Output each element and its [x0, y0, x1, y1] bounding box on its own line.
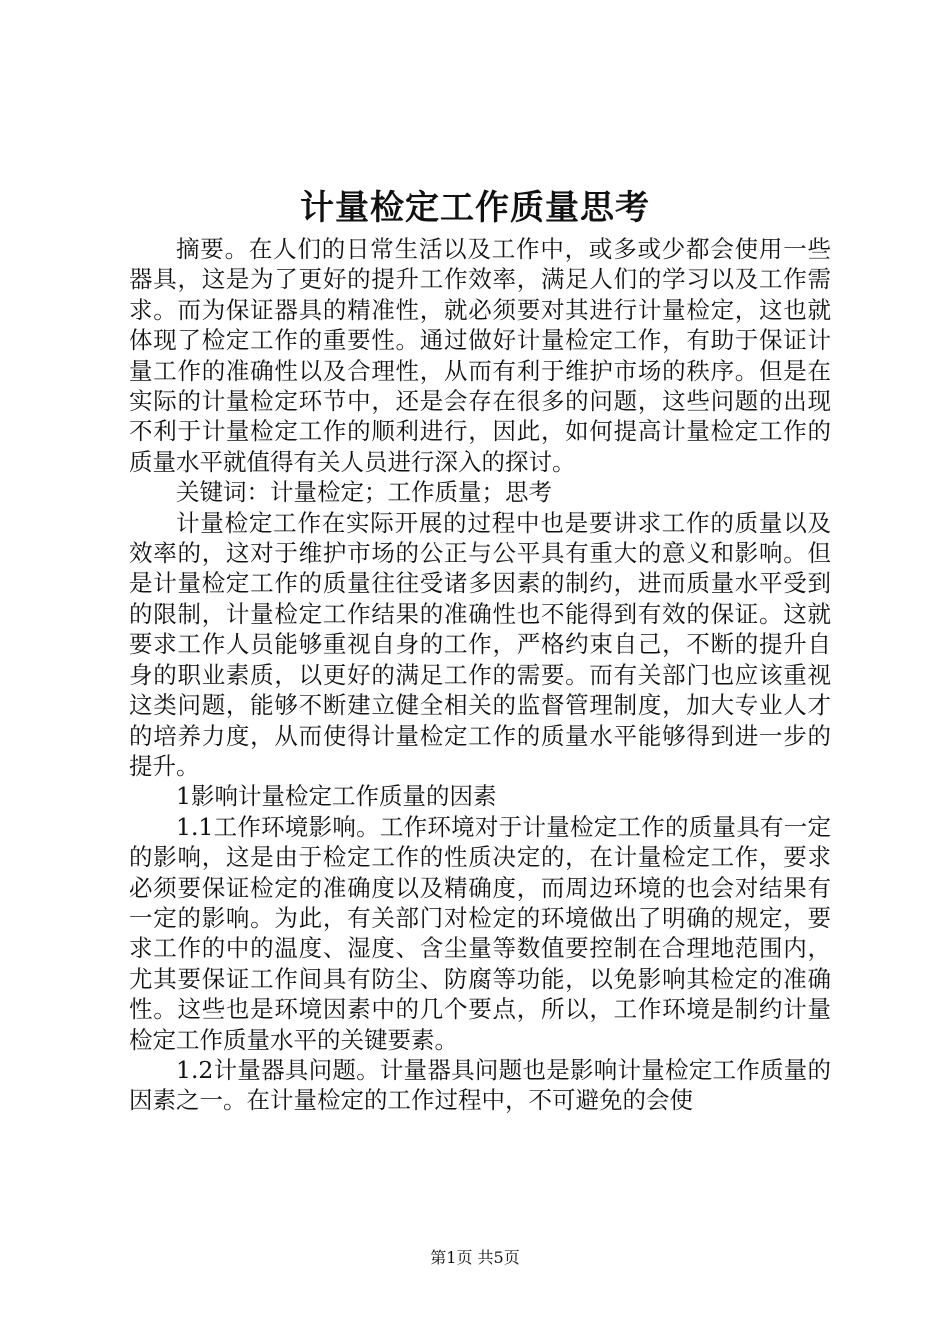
document-body — [129, 234, 831, 1116]
keywords-paragraph: 关键词：计量检定；工作质量；思考 — [176, 478, 552, 507]
subsection-1-1-paragraph: 1.1工作环境影响。工作环境对于计量检定工作的质量具有一定的影响，这是由于检定工作的性质决定的，在计量检定工作，要求必须要保证检定的准确度以及精确度，而周边环境的也会对结果有一定的影响。为此，有关部门对检定的环境做出了明确的规定，要求工作的中的温度、湿度、含尘量等数值要控制在合理地范围内，尤其要保证工作间具有防尘、防腐等功能，以免影响其检定的准确性。这些也是环境因素中的几个要点，所以，工作环境是制约计量检定工作质量水平的关键要素。 — [129, 812, 831, 1054]
document-title: 计量检定工作质量思考 — [300, 188, 650, 228]
subsection-1-2-paragraph: 1.2计量器具问题。计量器具问题也是影响计量检定工作质量的因素之一。在计量检定的工作过程中，不可避免的会使 — [129, 1055, 831, 1115]
section-heading: 1影响计量检定工作质量的因素 — [176, 782, 497, 811]
page-footer: 第1页 共5页 — [430, 1248, 520, 1267]
intro-paragraph: 计量检定工作在实际开展的过程中也是要讲求工作的质量以及效率的，这对于维护市场的公正与公平具有重大的意义和影响。但是计量检定工作的质量往往受诸多因素的制约，进而质量水平受到的限制，计量检定工作结果的准确性也不能得到有效的保证。这就要求工作人员能够重视自身的工作，严格约束自己，不断的提升自身的职业素质，以更好的满足工作的需要。而有关部门也应该重视这类问题，能够不断建立健全相关的监督管理制度，加大专业人才的培养力度，从而使得计量检定工作的质量水平能够得到进一步的提升。 — [129, 508, 831, 780]
abstract-paragraph: 摘要。在人们的日常生活以及工作中，或多或少都会使用一些器具，这是为了更好的提升工作效率，满足人们的学习以及工作需求。而为保证器具的精准性，就必须要对其进行计量检定，这也就体现了检定工作的重要性。通过做好计量检定工作，有助于保证计量工作的准确性以及合理性，从而有利于维护市场的秩序。但是在实际的计量检定环节中，还是会存在很多的问题，这些问题的出现不利于计量检定工作的顺利进行，因此，如何提高计量检定工作的质量水平就值得有关人员进行深入的探讨。 — [129, 235, 831, 476]
